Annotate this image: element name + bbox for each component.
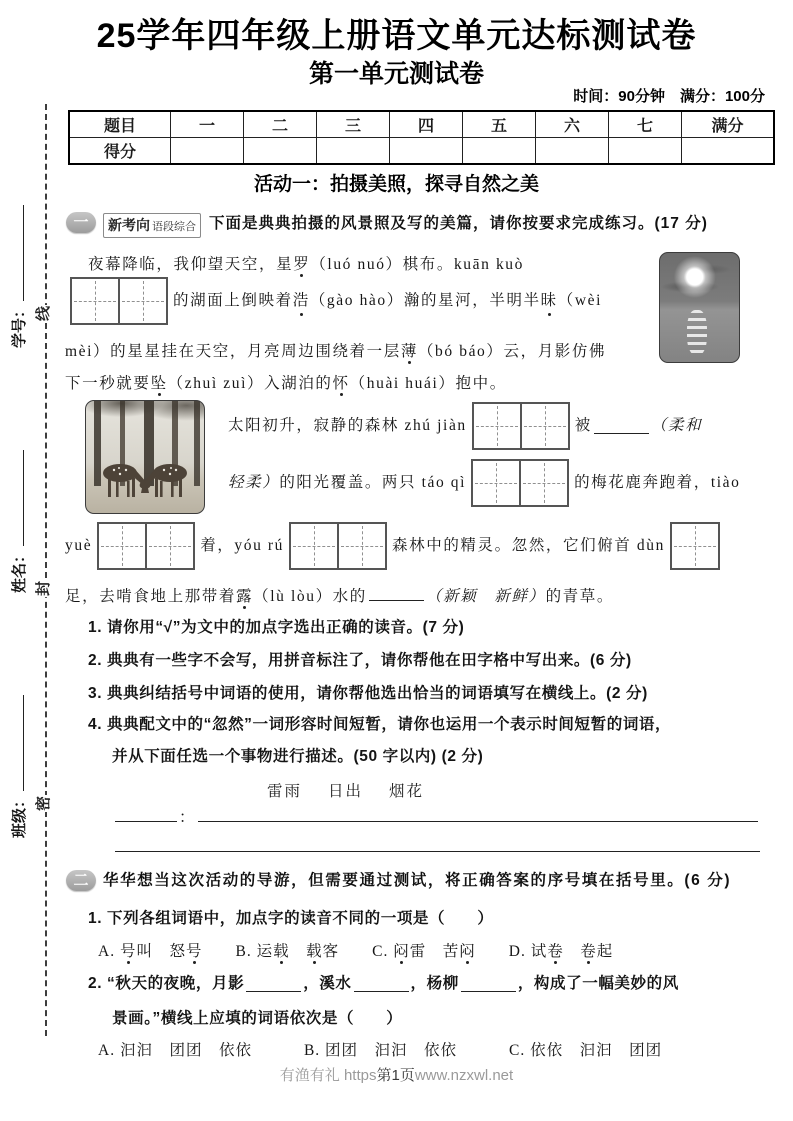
passage-line [65,585,614,608]
score-col-3: 三 [317,111,390,138]
tianzige-grid[interactable] [670,522,720,570]
section-two-q2-stem-line1 [88,972,679,996]
text-run: （zhuì zuì）入湖泊的 [167,375,333,392]
new-exam-style-tag [103,213,201,238]
text-run: （bó báo）云，月影仿佛 [417,343,607,360]
text-run: 太阳初升，寂静的森林 zhú jiàn [228,416,467,434]
text-run: B. 运 [202,943,274,960]
text-run: A. [98,943,120,960]
score-col-1: 一 [171,111,244,138]
tianzige-cell[interactable] [99,524,145,568]
score-row-label: 得分 [69,138,171,165]
score-col-6: 六 [536,111,609,138]
text-run: 客 C. [322,943,394,960]
text-run: （柔和 [650,416,703,434]
answer-line[interactable] [113,836,762,859]
fill-in-blank[interactable] [354,976,409,992]
text-run: 叫 怒 [136,943,186,960]
moon-lake-photo [659,252,740,363]
fill-in-blank[interactable] [246,976,301,992]
fill-in-blank[interactable] [461,976,516,992]
page-subtitle: 第一单元测试卷 [308,60,484,88]
answer-line[interactable] [113,806,760,829]
emphasized-char: 浩 [293,290,310,312]
tianzige-cell[interactable] [474,404,520,448]
emphasized-char: 罗 [293,256,311,273]
text-run: （huài huái）抱中。 [349,375,507,392]
text-run: 森林中的精灵。忽然，它们俯首 dùn [392,536,665,554]
score-cell[interactable] [244,138,317,165]
emphasized-char: 薄 [400,343,418,360]
question-1: 1. 请你用“√”为文中的加点字选出正确的读音。(7 分) [88,619,465,636]
seal-char-xian: 线 [33,305,56,322]
tianzige-cell[interactable] [519,461,567,505]
text-run: 2. “秋天的夜晚，月影 [88,975,245,993]
page-footer [0,1064,793,1085]
question-2: 2. 典典有一些字不会写，用拼音标注了，请你帮他在田字格中写出来。(6 分) [88,652,632,669]
section-two-q1-stem: 1. 下列各组词语中，加点字的读音不同的一项是（ ） [88,910,494,927]
score-col-timu: 题目 [69,111,171,138]
score-table [68,110,775,165]
passage-line [88,254,524,276]
word-bank-item: 日出 [328,783,364,800]
text-run: 着，yóu rú [200,536,285,554]
passage-line [65,277,602,325]
word-bank-item: 烟花 [389,783,425,800]
score-col-7: 七 [609,111,682,138]
section-two-q2-stem-line2: 景画。”横线上应填的词语依次是（ ） [112,1010,403,1027]
deer-silhouettes [86,401,204,513]
section-two-intro: 华华想当这次活动的导游，但需要通过测试，将正确答案的序号填在括号里。(6 分) [103,872,732,889]
page-number: 第1页 [376,1067,415,1084]
text-run: ，溪水 [303,975,352,993]
emphasized-char: 闷 [459,943,476,960]
passage-line [65,341,606,363]
tianzige-cell[interactable] [473,461,519,505]
tianzige-cell[interactable] [145,524,193,568]
tag-sub-label: 语段综合 [152,221,196,233]
text-run: ，杨柳 [410,975,459,993]
deer-forest-photo [85,400,205,514]
section-two-q2-options [98,1040,662,1062]
tianzige-grid[interactable] [471,459,569,507]
text-run: 夜幕降临，我仰望天空，星 [88,256,294,273]
tianzige-grid[interactable] [70,277,168,325]
score-cell[interactable] [682,138,775,165]
fill-in-blank[interactable] [594,418,649,434]
tianzige-cell[interactable] [72,279,118,323]
emphasized-char: 闷 [393,943,410,960]
option-b: B. 团团 汩汩 依依 [303,1042,458,1059]
text-run: 下一秒就要 [65,375,151,392]
student-id-input-line[interactable] [8,205,24,301]
class-input-line[interactable] [8,695,24,791]
section-two-badge: 二 [66,870,96,891]
question-4-line2: 并从下面任选一个事物进行描述。(50 字以内) (2 分) [112,748,484,765]
text-run: （lù lòu）水的 [253,588,367,605]
seal-char-feng: 封 [33,580,56,597]
score-cell[interactable] [390,138,463,165]
tianzige-grid[interactable] [472,402,570,450]
option-a: A. 汩汩 团团 依依 [98,1042,252,1059]
score-header-row [69,111,774,138]
text-run: ： [179,809,197,826]
score-col-5: 五 [463,111,536,138]
text-run: 雷 苦 [409,943,460,960]
text-run: 轻柔） [228,473,280,491]
text-run: （gào hào）瀚的星河，半明半 [309,291,541,309]
tianzige-cell[interactable] [118,279,166,323]
tianzige-grid[interactable] [289,522,387,570]
text-run: 足，去啃食地上那带着 [65,588,237,605]
text-run: 的梅花鹿奔跑着，tiào [574,473,741,491]
emphasized-char: 载 [273,943,290,960]
emphasized-char: 号 [185,943,203,960]
passage-line [65,520,725,572]
emphasized-char: 露 [236,588,254,605]
text-run [290,943,307,960]
passage-line [228,402,702,450]
fill-in-blank[interactable] [198,806,758,822]
tianzige-grid[interactable] [97,522,195,570]
student-id-field [8,203,31,348]
text-run: 被 [574,416,592,434]
class-label: 班级： [12,792,28,838]
name-input-line[interactable] [8,450,24,546]
text-run: （新颖 新鲜） [425,588,546,605]
emphasized-char: 坠 [150,375,168,392]
question-4-line1: 4. 典典配文中的“忽然”一词形容时间短暂，请你也运用一个表示时间短暂的词语， [88,716,672,733]
question-3: 3. 典典纠结括号中词语的使用，请你帮他选出恰当的词语填写在横线上。(2 分) [88,685,648,702]
score-cell[interactable] [171,138,244,165]
score-col-2: 二 [244,111,317,138]
emphasized-char: 载 [306,943,323,960]
score-col-total: 满分 [682,111,775,138]
score-cell[interactable] [317,138,390,165]
fill-in-blank[interactable] [369,585,424,601]
activity-title: 活动一：拍摄美照，探寻自然之美 [253,174,539,195]
text-run: ，构成了一幅美妙的风 [517,975,679,993]
tianzige-cell[interactable] [337,524,385,568]
text-run: mèi）的星星挂在天空，月亮周边围绕着一层 [65,343,401,360]
emphasized-char: 号 [119,943,137,960]
option-c: C. 依依 汩汩 团团 [509,1042,663,1059]
text-run: 的阳光覆盖。两只 táo qì [279,473,467,491]
score-cell[interactable] [536,138,609,165]
passage-line [228,458,741,508]
footer-watermark-left: 有渔有礼 https [279,1067,377,1084]
text-run [564,943,581,960]
seal-dashed-line [45,104,47,1036]
text-run: 的湖面上倒映着 [173,291,293,309]
word-bank [267,779,424,801]
score-col-4: 四 [390,111,463,138]
score-cell[interactable] [463,138,536,165]
tianzige-cell[interactable] [291,524,337,568]
seal-char-mi: 密 [33,795,56,812]
class-field [8,693,31,838]
section-one-intro: 下面是典典拍摄的风景照及写的美篇，请你按要求完成练习。(17 分) [209,215,708,232]
score-value-row [69,138,774,165]
passage-line [65,373,507,395]
student-id-label: 学号： [12,302,28,348]
text-run: （luó nuó）棋布。kuān kuò [310,256,524,273]
page-title: 25学年四年级上册语文单元达标测试卷 [96,17,697,55]
emphasized-char: 昧 [541,290,558,312]
emphasized-char: 怀 [332,375,350,392]
footer-watermark-right: www.nzxwl.net [414,1067,514,1084]
text-run: D. 试 [475,943,548,960]
word-bank-item: 雷雨 [267,783,303,800]
section-two-q1-options [98,941,613,963]
name-field [8,448,31,593]
text-run: （wèi [557,291,603,309]
text-run: yuè [65,536,93,554]
fill-in-blank[interactable] [115,836,760,852]
fill-in-blank[interactable] [115,806,177,822]
name-label: 姓名： [12,547,28,593]
section-one-badge: 一 [66,212,96,233]
tag-main-label: 新考向 [108,217,150,233]
tianzige-cell[interactable] [672,524,718,568]
text-run: 的青草。 [545,588,614,605]
score-cell[interactable] [609,138,682,165]
text-run: 起 [596,943,614,960]
emphasized-char: 卷 [547,943,564,960]
tianzige-cell[interactable] [520,404,568,448]
exam-meta: 时间：90分钟 满分：100分 [573,88,765,105]
emphasized-char: 卷 [580,943,597,960]
